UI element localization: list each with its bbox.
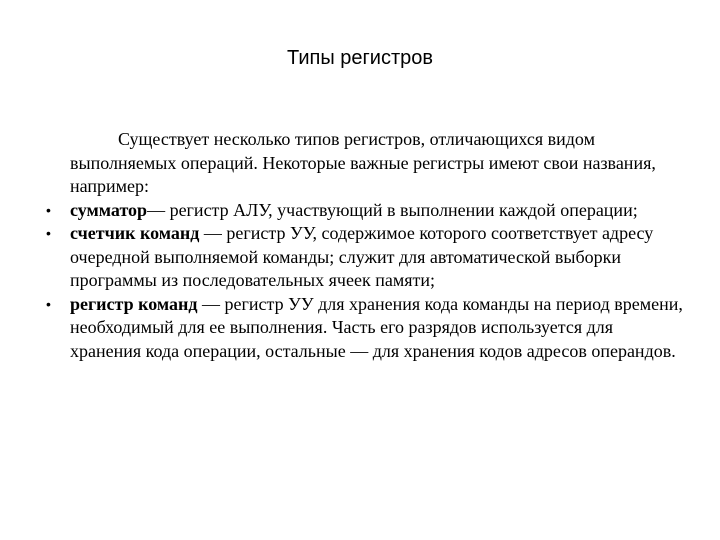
bullet-icon: • [46,201,51,218]
slide-title: Типы регистров [286,47,433,69]
definition-accumulator: — регистр АЛУ, участвующий в выполнении каждой операции; [147,199,638,220]
list-item [46,293,686,364]
term-program-counter: счетчик команд [70,223,200,243]
bullet-icon: • [46,225,51,241]
list-item [46,222,686,293]
term-accumulator: сумматор [70,199,148,220]
list-item [46,199,686,223]
definition-instruction-register: — регистр УУ для хранения кода команды на период времени, необходимый для ее выполнения. Часть его разрядов используется для хранения кода операции, остальные — для хранения кодов адресов операндов. [70,293,683,361]
intro-paragraph: Существует несколько типов регистров, отличающихся видом выполняемых операций. Некоторые важные регистры имеют свои названия, например: [70,129,656,196]
bullet-icon: • [46,295,51,312]
bullet-list [46,199,686,364]
term-instruction-register: регистр команд [70,293,198,314]
definition-program-counter: — регистр УУ, содержимое которого соответствует адресу очередной выполняемой команды; служит для автоматической выборки программы из последовательных ячеек памяти; [70,223,654,290]
slide-body [46,128,686,363]
